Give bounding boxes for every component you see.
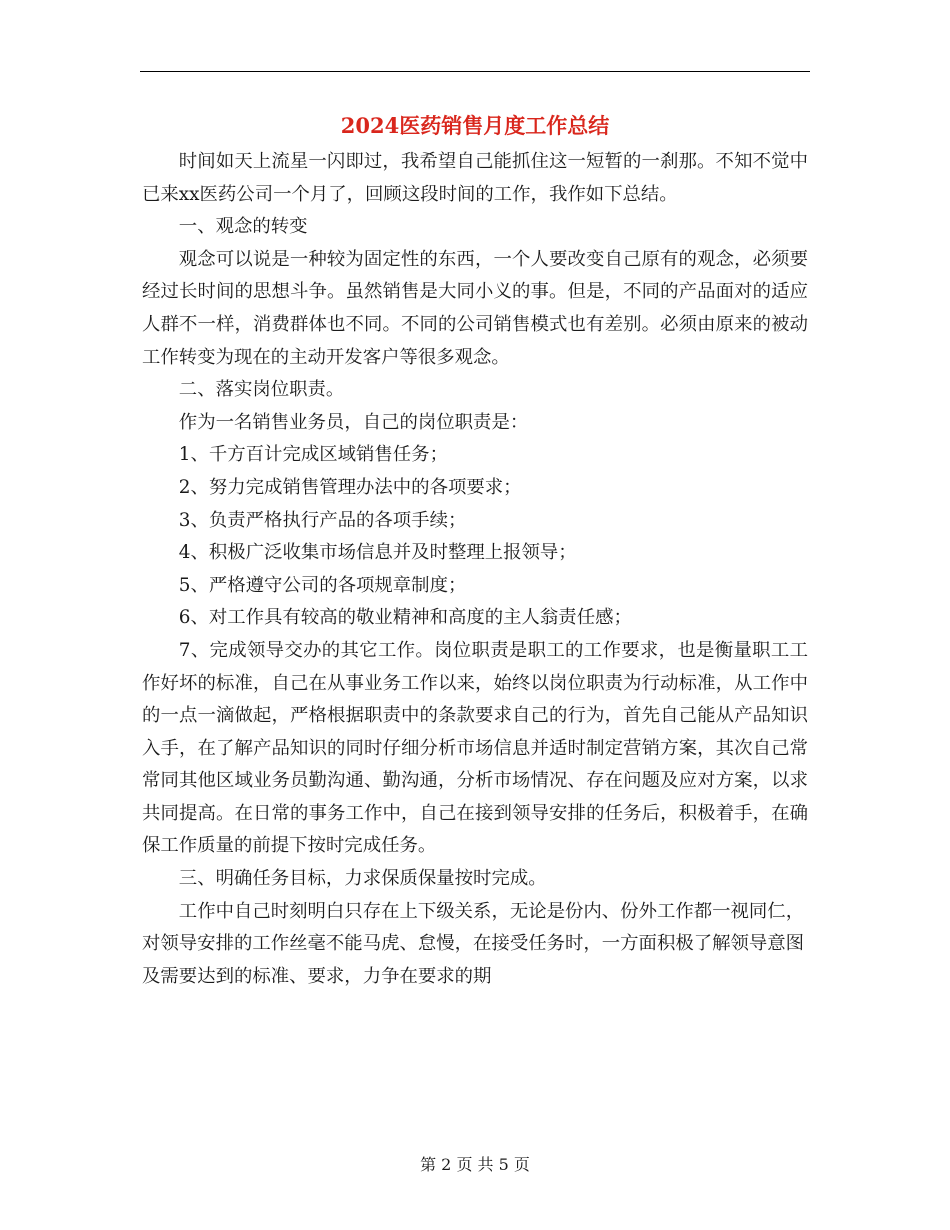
- paragraph-intro: 时间如天上流星一闪即过，我希望自己能抓住这一短暂的一刹那。不知不觉中已来xx医药公司一个月了，回顾这段时间的工作，我作如下总结。: [142, 151, 808, 205]
- list-item-duty-4: 4、积极广泛收集市场信息并及时整理上报领导；: [178, 542, 577, 564]
- section-heading-3: 三、明确任务目标，力求保质保量按时完成。: [178, 868, 547, 890]
- document-body: [142, 146, 808, 993]
- list-item-duty-1: 1、千方百计完成区域销售任务；: [178, 444, 448, 466]
- section-heading-2: 二、落实岗位职责。: [178, 379, 345, 401]
- document-title: 2024医药销售月度工作总结: [340, 113, 610, 138]
- page-number: 第 2 页 共 5 页: [420, 1155, 530, 1174]
- list-item-duty-7: 7、完成领导交办的其它工作。岗位职责是职工的工作要求，也是衡量职工工作好坏的标准，自己在从事业务工作以来，始终以岗位职责为行动标准，从工作中的一点一滴做起，严格根据职责中的条款要求自己的行为，首先自己能从产品知识入手，在了解产品知识的同时仔细分析市场信息并适时制定营销方案，其次自己常常同其他区域业务员勤沟通、勤沟通，分析市场情况、存在问题及应对方案，以求共同提高。在日常的事务工作中，自己在接到领导安排的任务后，积极着手，在确保工作质量的前提下按时完成任务。: [142, 639, 808, 857]
- paragraph-mindset: 观念可以说是一种较为固定性的东西，一个人要改变自己原有的观念，必须要经过长时间的思想斗争。虽然销售是大同小义的事。但是，不同的产品面对的适应人群不一样，消费群体也不同。不同的公司销售模式也有差别。必须由原来的被动工作转变为现在的主动开发客户等很多观念。: [142, 248, 808, 368]
- list-item-duty-2: 2、努力完成销售管理办法中的各项要求；: [178, 476, 522, 498]
- section-heading-1: 一、观念的转变: [178, 216, 308, 238]
- list-item-duty-3: 3、负责严格执行产品的各项手续；: [178, 509, 467, 531]
- list-item-duty-5: 5、严格遵守公司的各项规章制度；: [178, 574, 467, 596]
- list-item-duty-6: 6、对工作具有较高的敬业精神和高度的主人翁责任感；: [178, 607, 632, 629]
- header-rule: [140, 71, 810, 72]
- paragraph-duties-intro: 作为一名销售业务员，自己的岗位职责是：: [178, 411, 529, 433]
- paragraph-task-goals: 工作中自己时刻明白只存在上下级关系，无论是份内、份外工作都一视同仁，对领导安排的工作丝毫不能马虎、怠慢，在接受任务时，一方面积极了解领导意图及需要达到的标准、要求，力争在要求的期: [142, 900, 805, 987]
